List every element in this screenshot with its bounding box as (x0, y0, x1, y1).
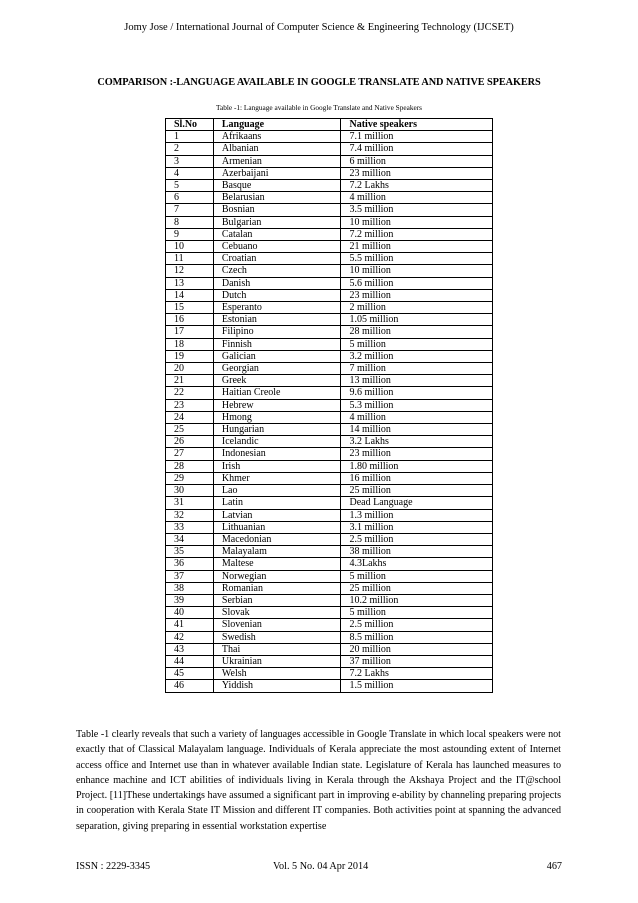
cell-language: Lithuanian (213, 521, 341, 533)
cell-slno: 11 (166, 253, 214, 265)
cell-language: Swedish (213, 631, 341, 643)
cell-slno: 39 (166, 594, 214, 606)
cell-native-speakers: 4 million (341, 192, 493, 204)
cell-native-speakers: 37 million (341, 655, 493, 667)
cell-language: Haitian Creole (213, 387, 341, 399)
cell-language: Czech (213, 265, 341, 277)
cell-native-speakers: 1.5 million (341, 680, 493, 692)
table-row (166, 326, 493, 338)
cell-slno: 41 (166, 619, 214, 631)
cell-language: Esperanto (213, 302, 341, 314)
cell-native-speakers: 9.6 million (341, 387, 493, 399)
cell-slno: 4 (166, 167, 214, 179)
cell-slno: 37 (166, 570, 214, 582)
table-row (166, 265, 493, 277)
table-row (166, 607, 493, 619)
table-row (166, 314, 493, 326)
cell-native-speakers: 28 million (341, 326, 493, 338)
cell-slno: 1 (166, 131, 214, 143)
cell-native-speakers: 10 million (341, 216, 493, 228)
cell-slno: 2 (166, 143, 214, 155)
cell-language: Ukrainian (213, 655, 341, 667)
cell-native-speakers: 5 million (341, 607, 493, 619)
cell-native-speakers: 5.3 million (341, 399, 493, 411)
cell-language: Slovenian (213, 619, 341, 631)
cell-language: Cebuano (213, 241, 341, 253)
cell-native-speakers: 25 million (341, 485, 493, 497)
cell-slno: 22 (166, 387, 214, 399)
cell-slno: 25 (166, 424, 214, 436)
journal-header: Jomy Jose / International Journal of Computer Science & Engineering Technology (IJCSET) (124, 22, 514, 33)
cell-slno: 35 (166, 546, 214, 558)
table-row (166, 228, 493, 240)
cell-slno: 3 (166, 155, 214, 167)
cell-language: Albanian (213, 143, 341, 155)
cell-language: Thai (213, 643, 341, 655)
cell-native-speakers: 23 million (341, 448, 493, 460)
cell-slno: 16 (166, 314, 214, 326)
cell-slno: 6 (166, 192, 214, 204)
table-body (166, 131, 493, 692)
cell-language: Yiddish (213, 680, 341, 692)
cell-native-speakers: 3.2 million (341, 350, 493, 362)
cell-native-speakers: 7 million (341, 363, 493, 375)
cell-slno: 10 (166, 241, 214, 253)
table-row (166, 655, 493, 667)
cell-native-speakers: 23 million (341, 167, 493, 179)
cell-language: Hebrew (213, 399, 341, 411)
cell-native-speakers: 2 million (341, 302, 493, 314)
body-paragraph: Table -1 clearly reveals that such a variety of languages accessible in Google Translate in which local speakers were not exactly that of Classical Malayalam language. Individuals of Kerala appreciate the most astounding extent of Internet access office and Internet use than in whatever available Indian state. Legislature of Kerala has launched measures to enhance machine and ICT abilities of individuals living in Kerala through the Akshaya Project and the IT@school Project. [11]These undertakings have assumed a significant part in improving e-ability by channeling preparing projects in cooperation with Kerala State IT Mission and different IT companies. Both activities point at spanning the advanced separation, giving preparing in essential workstation expertise (76, 729, 561, 832)
cell-slno: 15 (166, 302, 214, 314)
table-row (166, 521, 493, 533)
table-row (166, 533, 493, 545)
cell-native-speakers: 14 million (341, 424, 493, 436)
table-row (166, 668, 493, 680)
cell-language: Belarusian (213, 192, 341, 204)
cell-language: Irish (213, 460, 341, 472)
cell-native-speakers: 3.2 Lakhs (341, 436, 493, 448)
cell-native-speakers: 7.2 million (341, 228, 493, 240)
table-row (166, 131, 493, 143)
cell-language: Latvian (213, 509, 341, 521)
cell-native-speakers: 21 million (341, 241, 493, 253)
cell-language: Khmer (213, 472, 341, 484)
footer-volume: Vol. 5 No. 04 Apr 2014 (273, 861, 369, 872)
table-row (166, 399, 493, 411)
cell-language: Slovak (213, 607, 341, 619)
cell-native-speakers: 38 million (341, 546, 493, 558)
table-row (166, 472, 493, 484)
cell-native-speakers: 16 million (341, 472, 493, 484)
cell-native-speakers: 5 million (341, 338, 493, 350)
cell-native-speakers: 7.2 Lakhs (341, 668, 493, 680)
cell-native-speakers: 7.4 million (341, 143, 493, 155)
cell-language: Estonian (213, 314, 341, 326)
cell-native-speakers: 4.3Lakhs (341, 558, 493, 570)
cell-slno: 31 (166, 497, 214, 509)
table-row (166, 558, 493, 570)
cell-native-speakers: 2.5 million (341, 533, 493, 545)
table-row (166, 424, 493, 436)
footer-page-number: 467 (546, 861, 562, 872)
table-row (166, 387, 493, 399)
cell-native-speakers: 7.1 million (341, 131, 493, 143)
cell-language: Finnish (213, 338, 341, 350)
cell-slno: 23 (166, 399, 214, 411)
table-row (166, 509, 493, 521)
table-row (166, 680, 493, 692)
cell-language: Afrikaans (213, 131, 341, 143)
table-row (166, 277, 493, 289)
column-header-slno: Sl.No (166, 119, 214, 131)
table-row (166, 497, 493, 509)
cell-native-speakers: 25 million (341, 582, 493, 594)
cell-native-speakers: 1.3 million (341, 509, 493, 521)
cell-slno: 19 (166, 350, 214, 362)
cell-slno: 38 (166, 582, 214, 594)
cell-language: Basque (213, 180, 341, 192)
cell-language: Icelandic (213, 436, 341, 448)
cell-language: Serbian (213, 594, 341, 606)
cell-native-speakers: 2.5 million (341, 619, 493, 631)
table-row (166, 241, 493, 253)
cell-native-speakers: 4 million (341, 411, 493, 423)
table-row (166, 204, 493, 216)
cell-native-speakers: 3.5 million (341, 204, 493, 216)
cell-slno: 44 (166, 655, 214, 667)
table-row (166, 289, 493, 301)
cell-language: Catalan (213, 228, 341, 240)
cell-language: Danish (213, 277, 341, 289)
table-row (166, 460, 493, 472)
cell-language: Greek (213, 375, 341, 387)
cell-language: Norwegian (213, 570, 341, 582)
table-row (166, 485, 493, 497)
table-row (166, 338, 493, 350)
cell-slno: 24 (166, 411, 214, 423)
cell-language: Malayalam (213, 546, 341, 558)
cell-native-speakers: 5.5 million (341, 253, 493, 265)
table-row (166, 143, 493, 155)
table-row (166, 375, 493, 387)
cell-slno: 42 (166, 631, 214, 643)
column-header-native-speakers: Native speakers (341, 119, 493, 131)
table-row (166, 643, 493, 655)
cell-language: Azerbaijani (213, 167, 341, 179)
column-header-language: Language (213, 119, 341, 131)
cell-slno: 43 (166, 643, 214, 655)
cell-language: Georgian (213, 363, 341, 375)
table-row (166, 350, 493, 362)
cell-native-speakers: 1.80 million (341, 460, 493, 472)
footer-issn: ISSN : 2229-3345 (76, 861, 151, 872)
table-row (166, 448, 493, 460)
cell-slno: 46 (166, 680, 214, 692)
cell-slno: 26 (166, 436, 214, 448)
table-row (166, 619, 493, 631)
table-header-row (166, 119, 493, 131)
table-row (166, 582, 493, 594)
cell-slno: 30 (166, 485, 214, 497)
table-row (166, 167, 493, 179)
cell-native-speakers: 3.1 million (341, 521, 493, 533)
cell-slno: 34 (166, 533, 214, 545)
language-table (165, 118, 493, 693)
cell-language: Filipino (213, 326, 341, 338)
table-row (166, 180, 493, 192)
cell-language: Hungarian (213, 424, 341, 436)
cell-language: Maltese (213, 558, 341, 570)
table-row (166, 155, 493, 167)
cell-language: Hmong (213, 411, 341, 423)
cell-language: Bosnian (213, 204, 341, 216)
cell-slno: 40 (166, 607, 214, 619)
cell-slno: 33 (166, 521, 214, 533)
cell-native-speakers: 23 million (341, 289, 493, 301)
cell-slno: 21 (166, 375, 214, 387)
cell-language: Romanian (213, 582, 341, 594)
cell-slno: 17 (166, 326, 214, 338)
table-row (166, 411, 493, 423)
cell-language: Latin (213, 497, 341, 509)
cell-slno: 7 (166, 204, 214, 216)
cell-native-speakers: 5.6 million (341, 277, 493, 289)
cell-slno: 12 (166, 265, 214, 277)
cell-language: Welsh (213, 668, 341, 680)
table-row (166, 363, 493, 375)
cell-language: Lao (213, 485, 341, 497)
cell-language: Galician (213, 350, 341, 362)
table-row (166, 302, 493, 314)
cell-slno: 9 (166, 228, 214, 240)
cell-slno: 14 (166, 289, 214, 301)
cell-slno: 29 (166, 472, 214, 484)
cell-slno: 20 (166, 363, 214, 375)
cell-native-speakers: 13 million (341, 375, 493, 387)
table-row (166, 192, 493, 204)
cell-slno: 18 (166, 338, 214, 350)
cell-slno: 5 (166, 180, 214, 192)
cell-slno: 36 (166, 558, 214, 570)
table-row (166, 594, 493, 606)
cell-slno: 8 (166, 216, 214, 228)
cell-native-speakers: 10.2 million (341, 594, 493, 606)
cell-native-speakers: 6 million (341, 155, 493, 167)
cell-language: Macedonian (213, 533, 341, 545)
section-heading: COMPARISON :-LANGUAGE AVAILABLE IN GOOGLE TRANSLATE AND NATIVE SPEAKERS (97, 77, 541, 88)
cell-language: Dutch (213, 289, 341, 301)
cell-native-speakers: 1.05 million (341, 314, 493, 326)
cell-slno: 32 (166, 509, 214, 521)
table-row (166, 436, 493, 448)
cell-native-speakers: 5 million (341, 570, 493, 582)
cell-slno: 45 (166, 668, 214, 680)
table-row (166, 631, 493, 643)
cell-slno: 28 (166, 460, 214, 472)
cell-language: Armenian (213, 155, 341, 167)
table-caption: Table -1: Language available in Google Translate and Native Speakers (216, 103, 422, 112)
table-row (166, 216, 493, 228)
table-row (166, 546, 493, 558)
cell-native-speakers: Dead Language (341, 497, 493, 509)
cell-native-speakers: 7.2 Lakhs (341, 180, 493, 192)
cell-language: Croatian (213, 253, 341, 265)
table-row (166, 253, 493, 265)
cell-language: Bulgarian (213, 216, 341, 228)
cell-slno: 27 (166, 448, 214, 460)
table-row (166, 570, 493, 582)
cell-native-speakers: 20 million (341, 643, 493, 655)
cell-native-speakers: 10 million (341, 265, 493, 277)
cell-slno: 13 (166, 277, 214, 289)
cell-native-speakers: 8.5 million (341, 631, 493, 643)
cell-language: Indonesian (213, 448, 341, 460)
